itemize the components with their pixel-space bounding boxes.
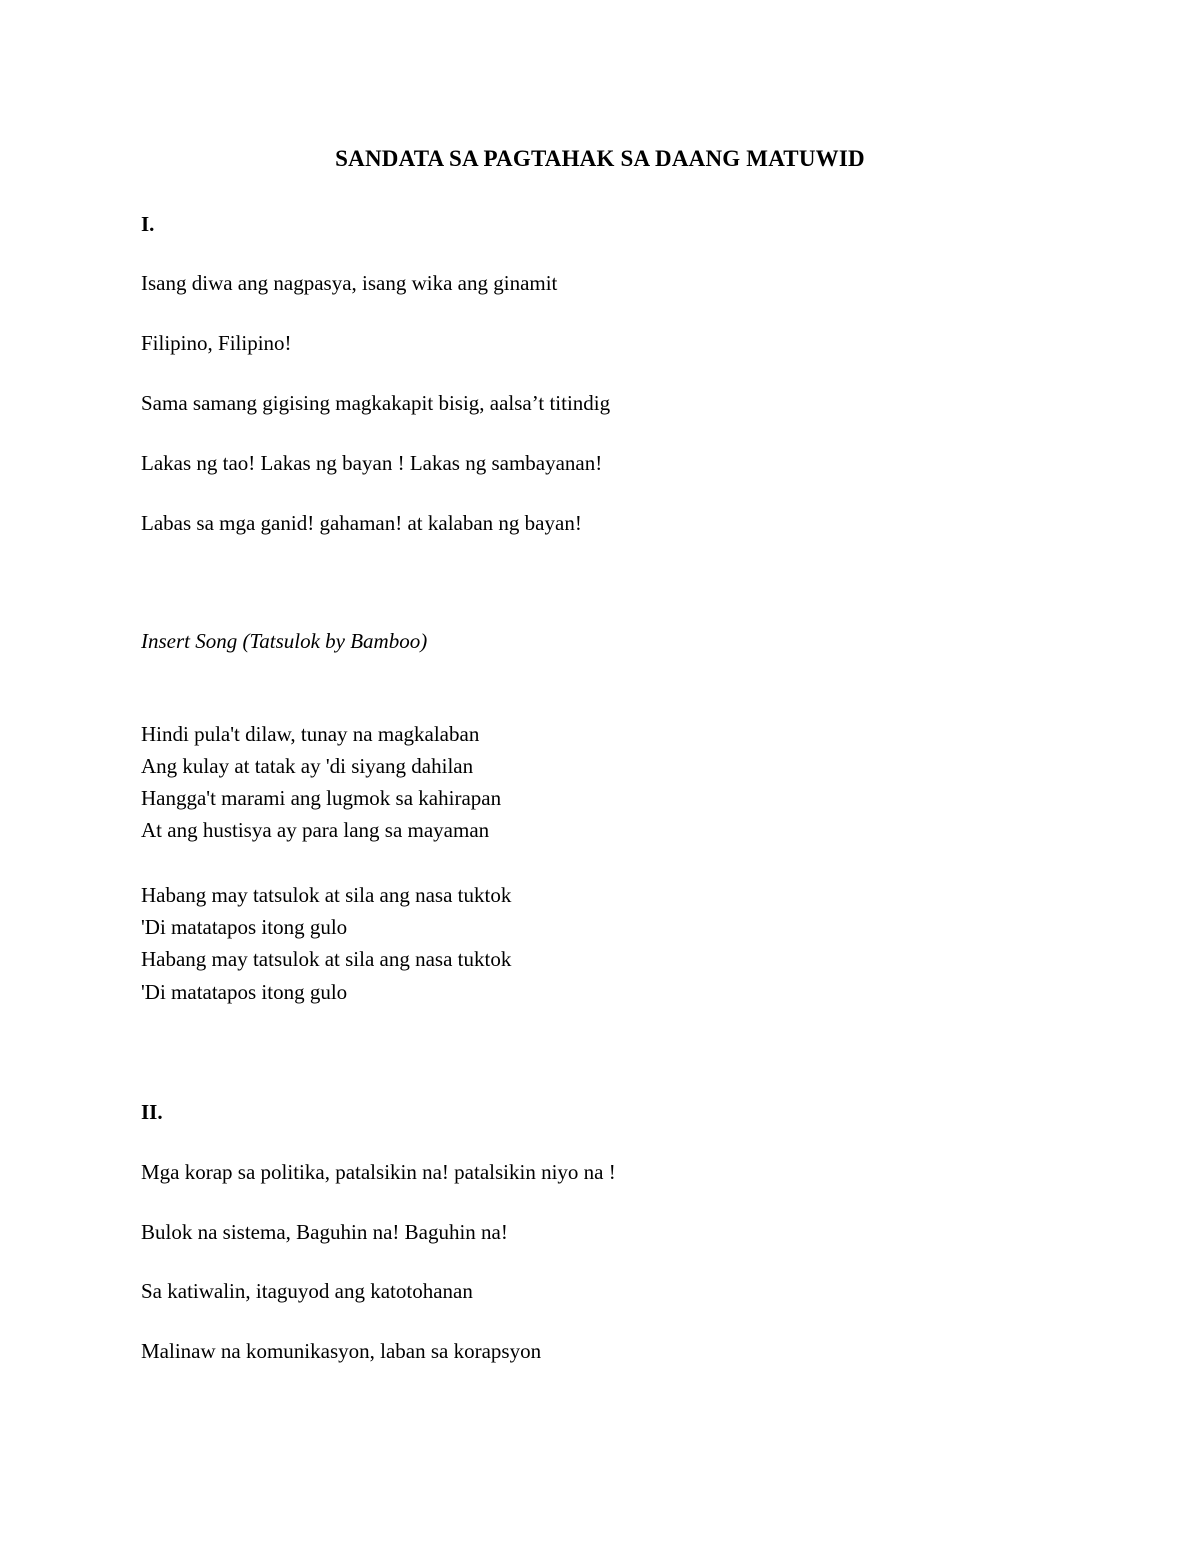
section2-line: Malinaw na komunikasyon, laban sa korapsyon — [141, 1339, 542, 1363]
song-line: 'Di matatapos itong gulo — [141, 980, 348, 1004]
section-heading-2: II. — [141, 1100, 163, 1124]
section1-line: Lakas ng tao! Lakas ng bayan ! Lakas ng sambayanan! — [141, 451, 603, 475]
section2-line: Sa katiwalin, itaguyod ang katotohanan — [141, 1279, 473, 1303]
song-line: Ang kulay at tatak ay 'di siyang dahilan — [141, 754, 474, 778]
song-line: Habang may tatsulok at sila ang nasa tuktok — [141, 947, 512, 971]
section-heading-1: I. — [141, 212, 155, 236]
section1-line: Labas sa mga ganid! gahaman! at kalaban ng bayan! — [141, 511, 582, 535]
song-line: At ang hustisya ay para lang sa mayaman — [141, 818, 490, 842]
section1-line: Isang diwa ang nagpasya, isang wika ang ginamit — [141, 271, 558, 295]
document-title: SANDATA SA PAGTAHAK SA DAANG MATUWID — [335, 146, 865, 171]
song-line: Hindi pula't dilaw, tunay na magkalaban — [141, 722, 480, 746]
section1-line: Sama samang gigising magkakapit bisig, aalsa’t titindig — [141, 391, 611, 415]
section2-line: Bulok na sistema, Baguhin na! Baguhin na! — [141, 1220, 508, 1244]
section2-line: Mga korap sa politika, patalsikin na! patalsikin niyo na ! — [141, 1160, 616, 1184]
insert-song-note: Insert Song (Tatsulok by Bamboo) — [141, 629, 428, 653]
song-line: Habang may tatsulok at sila ang nasa tuktok — [141, 883, 512, 907]
song-line: 'Di matatapos itong gulo — [141, 915, 348, 939]
section1-line: Filipino, Filipino! — [141, 331, 292, 355]
song-line: Hangga't marami ang lugmok sa kahirapan — [141, 786, 502, 810]
